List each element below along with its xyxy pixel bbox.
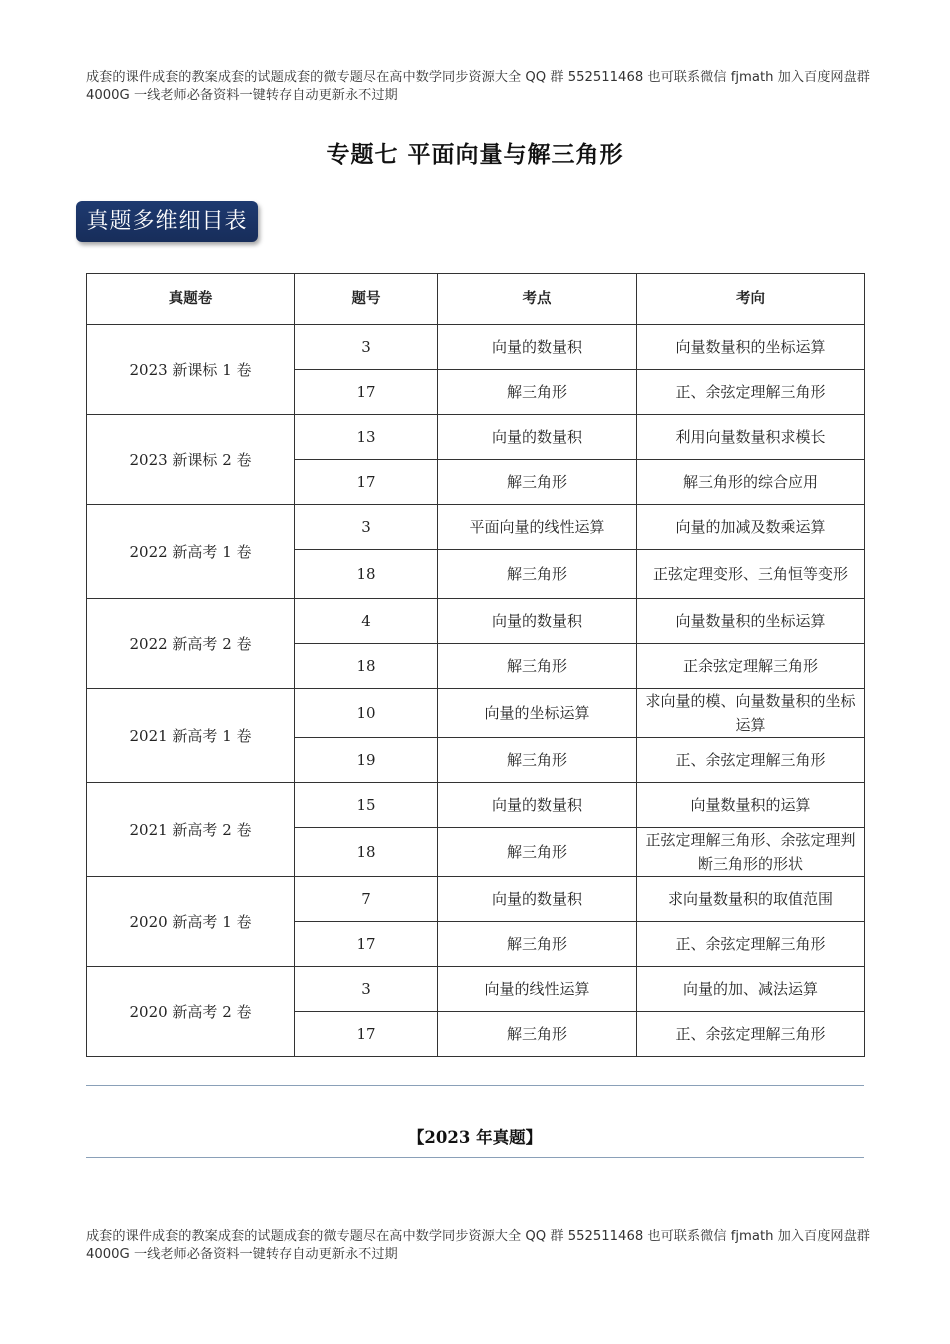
cell-point: 解三角形 <box>438 922 637 967</box>
cell-direction: 利用向量数量积求模长 <box>637 415 865 460</box>
cell-point: 向量的数量积 <box>438 325 637 370</box>
divider-top <box>86 1085 864 1086</box>
cell-paper: 2022 新高考 2 卷 <box>87 599 295 689</box>
cell-number: 18 <box>295 644 438 689</box>
header-note: 成套的课件成套的教案成套的试题成套的微专题尽在高中数学同步资源大全 QQ 群 552511468 也可联系微信 fjmath 加入百度网盘群 4000G 一线老师必备资料一键转存自动更新永不过期 <box>86 70 870 103</box>
cell-number: 19 <box>295 738 438 783</box>
table-row <box>87 415 865 460</box>
cell-direction: 正弦定理解三角形、余弦定理判断三角形的形状 <box>637 828 865 877</box>
cell-point: 向量的线性运算 <box>438 967 637 1012</box>
cell-paper: 2023 新课标 2 卷 <box>87 415 295 505</box>
cell-number: 17 <box>295 370 438 415</box>
footer-note: 成套的课件成套的教案成套的试题成套的微专题尽在高中数学同步资源大全 QQ 群 552511468 也可联系微信 fjmath 加入百度网盘群 4000G 一线老师必备资料一键转存自动更新永不过期 <box>86 1229 870 1262</box>
cell-direction: 正、余弦定理解三角形 <box>637 1012 865 1057</box>
table-header-row <box>87 274 865 325</box>
cell-direction: 向量数量积的坐标运算 <box>637 325 865 370</box>
cell-number: 13 <box>295 415 438 460</box>
cell-number: 17 <box>295 922 438 967</box>
cell-direction: 向量的加减及数乘运算 <box>637 505 865 550</box>
cell-paper: 2020 新高考 1 卷 <box>87 877 295 967</box>
cell-paper: 2021 新高考 2 卷 <box>87 783 295 877</box>
cell-point: 向量的数量积 <box>438 415 637 460</box>
cell-direction: 解三角形的综合应用 <box>637 460 865 505</box>
cell-number: 18 <box>295 828 438 877</box>
cell-point: 向量的数量积 <box>438 599 637 644</box>
cell-point: 平面向量的线性运算 <box>438 505 637 550</box>
table-row <box>87 505 865 550</box>
cell-point: 解三角形 <box>438 460 637 505</box>
year-heading: 【2023 年真题】 <box>407 1128 543 1147</box>
cell-number: 17 <box>295 1012 438 1057</box>
table-row <box>87 783 865 828</box>
cell-point: 解三角形 <box>438 370 637 415</box>
cell-direction: 求向量的模、向量数量积的坐标运算 <box>637 689 865 738</box>
header-direction: 考向 <box>637 274 865 325</box>
cell-paper: 2023 新课标 1 卷 <box>87 325 295 415</box>
exam-table <box>86 273 865 1057</box>
cell-number: 3 <box>295 505 438 550</box>
cell-number: 4 <box>295 599 438 644</box>
cell-point: 解三角形 <box>438 1012 637 1057</box>
cell-number: 18 <box>295 550 438 599</box>
cell-direction: 正弦定理变形、三角恒等变形 <box>637 550 865 599</box>
cell-number: 3 <box>295 967 438 1012</box>
table-row <box>87 967 865 1012</box>
cell-point: 解三角形 <box>438 828 637 877</box>
table-row <box>87 599 865 644</box>
divider-bottom <box>86 1157 864 1158</box>
cell-direction: 向量数量积的坐标运算 <box>637 599 865 644</box>
cell-number: 3 <box>295 325 438 370</box>
header-number: 题号 <box>295 274 438 325</box>
table-row <box>87 689 865 738</box>
cell-direction: 求向量数量积的取值范围 <box>637 877 865 922</box>
cell-number: 15 <box>295 783 438 828</box>
table-row <box>87 325 865 370</box>
cell-paper: 2020 新高考 2 卷 <box>87 967 295 1057</box>
cell-point: 向量的数量积 <box>438 877 637 922</box>
cell-direction: 正、余弦定理解三角形 <box>637 370 865 415</box>
cell-point: 解三角形 <box>438 738 637 783</box>
cell-paper: 2021 新高考 1 卷 <box>87 689 295 783</box>
cell-point: 解三角形 <box>438 550 637 599</box>
cell-point: 向量的数量积 <box>438 783 637 828</box>
cell-direction: 正、余弦定理解三角形 <box>637 922 865 967</box>
page-title: 专题七 平面向量与解三角形 <box>326 142 624 168</box>
cell-number: 17 <box>295 460 438 505</box>
cell-direction: 向量数量积的运算 <box>637 783 865 828</box>
cell-direction: 正、余弦定理解三角形 <box>637 738 865 783</box>
header-paper: 真题卷 <box>87 274 295 325</box>
cell-number: 7 <box>295 877 438 922</box>
section-badge: 真题多维细目表 <box>76 201 258 242</box>
header-point: 考点 <box>438 274 637 325</box>
cell-direction: 向量的加、减法运算 <box>637 967 865 1012</box>
table-body <box>87 325 865 1057</box>
cell-paper: 2022 新高考 1 卷 <box>87 505 295 599</box>
table-row <box>87 877 865 922</box>
cell-point: 解三角形 <box>438 644 637 689</box>
cell-point: 向量的坐标运算 <box>438 689 637 738</box>
cell-number: 10 <box>295 689 438 738</box>
cell-direction: 正余弦定理解三角形 <box>637 644 865 689</box>
